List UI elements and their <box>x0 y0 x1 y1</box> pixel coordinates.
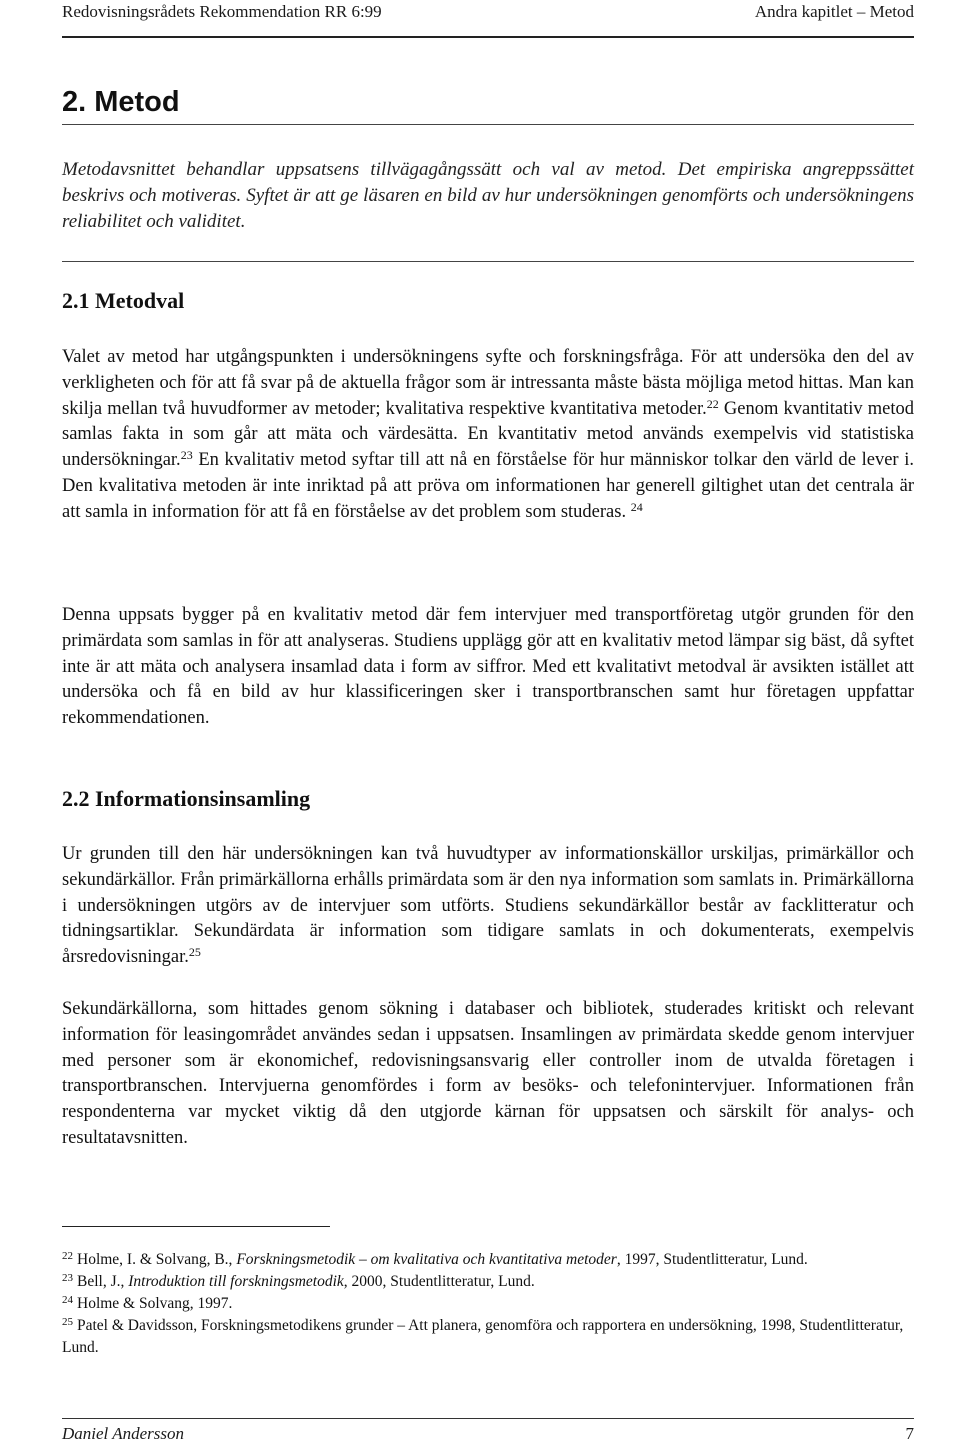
header-left: Redovisningsrådets Rekommendation RR 6:99 <box>62 2 382 21</box>
text-run: Genom kvantitativ metod samlas fakta in som går att mäta och värdesätta. En kvantitativ metod används exempelvis vid statistiska undersökningar. <box>62 398 914 471</box>
footer-author: Daniel Andersson <box>62 1424 184 1443</box>
footnote-title: Forskningsmetodik – om kvalitativa och kvantitativa metoder <box>236 1251 617 1268</box>
paragraph-metodval-1 <box>62 345 914 526</box>
footnote-text: Bell, J., <box>77 1273 129 1290</box>
running-footer <box>62 1424 914 1444</box>
footnote-text: Patel & Davidsson, Forskningsmetodikens grunder – Att planera, genomföra och rapportera en undersökning, 1998, Studentlitteratur, Lund. <box>62 1317 904 1356</box>
footnote-23 <box>62 1271 914 1293</box>
footnote-number: 22 <box>62 1250 73 1262</box>
footer-rule <box>62 1418 914 1419</box>
footnote-ref: 24 <box>630 499 643 514</box>
paragraph-metodval-2: Denna uppsats bygger på en kvalitativ metod där fem intervjuer med transportföretag utgör grunden för den primärdata som samlas in för att analyseras. Studiens upplägg gör att en kvalitativ metod lämpar sig bäst, då syftet inte är att mäta och analysera insamlad data i form av siffror. Med ett kvalitativt metodval är avsikten istället att undersöka och få en bild av hur klassificeringen sker i transportbranschen samt hur företagen uppfattar rekommendationen. <box>62 605 914 729</box>
text-run: En kvalitativ metod syftar till att nå en förståelse för hur människor tolkar den värld de lever i. Den kvalitativa metoden är inte inriktad på att pröva om informationen har generell giltighet utan det centrala är att samla in information för att få en förståelse av det problem som studeras. <box>62 450 914 522</box>
footnote-24 <box>62 1293 914 1315</box>
footnote-number: 24 <box>62 1294 73 1306</box>
title-rule <box>62 124 914 125</box>
section-heading-informationsinsamling: 2.2 Informationsinsamling <box>62 786 311 811</box>
footnote-22 <box>62 1249 914 1271</box>
chapter-intro: Metodavsnittet behandlar uppsatsens tillvägagångssätt och val av metod. Det empiriska angreppssättet beskrivs och motiveras. Syftet är att ge läsaren en bild av hur undersökningen genomförts och undersökningens reliabilitet och validitet. <box>62 159 914 232</box>
text-run: Ur grunden till den här undersökningen kan två huvudtyper av informationskällor urskiljas, primärkällor och sekundärkällor. Från primärkällorna erhålls primärdata som är den nya information som samlats in. Primärkällorna i undersökningen utgörs av de intervjuer som utförts. Studiens sekundärkällor består av facklitteratur och tidningsartiklar. Sekundärdata är information som tidigare samlats in och dokumenterats, exempelvis årsredovisningar. <box>62 844 914 968</box>
header-rule <box>62 36 914 38</box>
footnote-title: Introduktion till forskningsmetodik <box>128 1273 344 1290</box>
footnote-ref: 23 <box>180 448 193 463</box>
section-heading-metodval: 2.1 Metodval <box>62 288 185 313</box>
footnote-text: , 1997, Studentlitteratur, Lund. <box>616 1251 808 1268</box>
footnotes <box>62 1249 914 1359</box>
paragraph-informationsinsamling-2: Sekundärkällorna, som hittades genom sökning i databaser och bibliotek, studerades kritiskt och relevant information för leasingområdet användes sedan i uppsatsen. Insamlingen av primärdata skedde genom intervjuer med personer som är ekonomichef, redovisningsansvarig eller controller inom de utvalda företagen i transportbranschen. Intervjuerna genomfördes i form av besöks- och telefonintervjuer. Informationen från respondenterna var mycket viktig då den utgjorde kärnan för uppsatsen och särskilt för analys- och resultatavsnitten. <box>62 999 914 1148</box>
chapter-title: 2. Metod <box>62 86 180 118</box>
text-run: Valet av metod har utgångspunkten i undersökningens syfte och forskningsfråga. För att undersöka den del av verkligheten och för att få svar på de aktuella frågor som är intressanta måste bästa möjliga metod hittas. Man kan skilja mellan två huvudformer av metoder; kvalitativa respektive kvantitativa metoder. <box>62 347 914 419</box>
footnote-text: Holme & Solvang, 1997. <box>77 1295 233 1312</box>
footnote-25 <box>62 1315 914 1359</box>
paragraph-informationsinsamling-1 <box>62 842 914 971</box>
footnote-separator <box>62 1226 330 1227</box>
footnote-number: 25 <box>62 1316 73 1328</box>
page-number: 7 <box>905 1424 914 1443</box>
running-header <box>62 2 914 22</box>
intro-rule <box>62 261 914 262</box>
footnote-ref: 22 <box>706 396 719 411</box>
footnote-ref: 25 <box>188 945 201 960</box>
footnote-text: Holme, I. & Solvang, B., <box>77 1251 237 1268</box>
footnote-number: 23 <box>62 1272 73 1284</box>
header-right: Andra kapitlet – Metod <box>754 2 914 21</box>
footnote-text: , 2000, Studentlitteratur, Lund. <box>343 1273 535 1290</box>
